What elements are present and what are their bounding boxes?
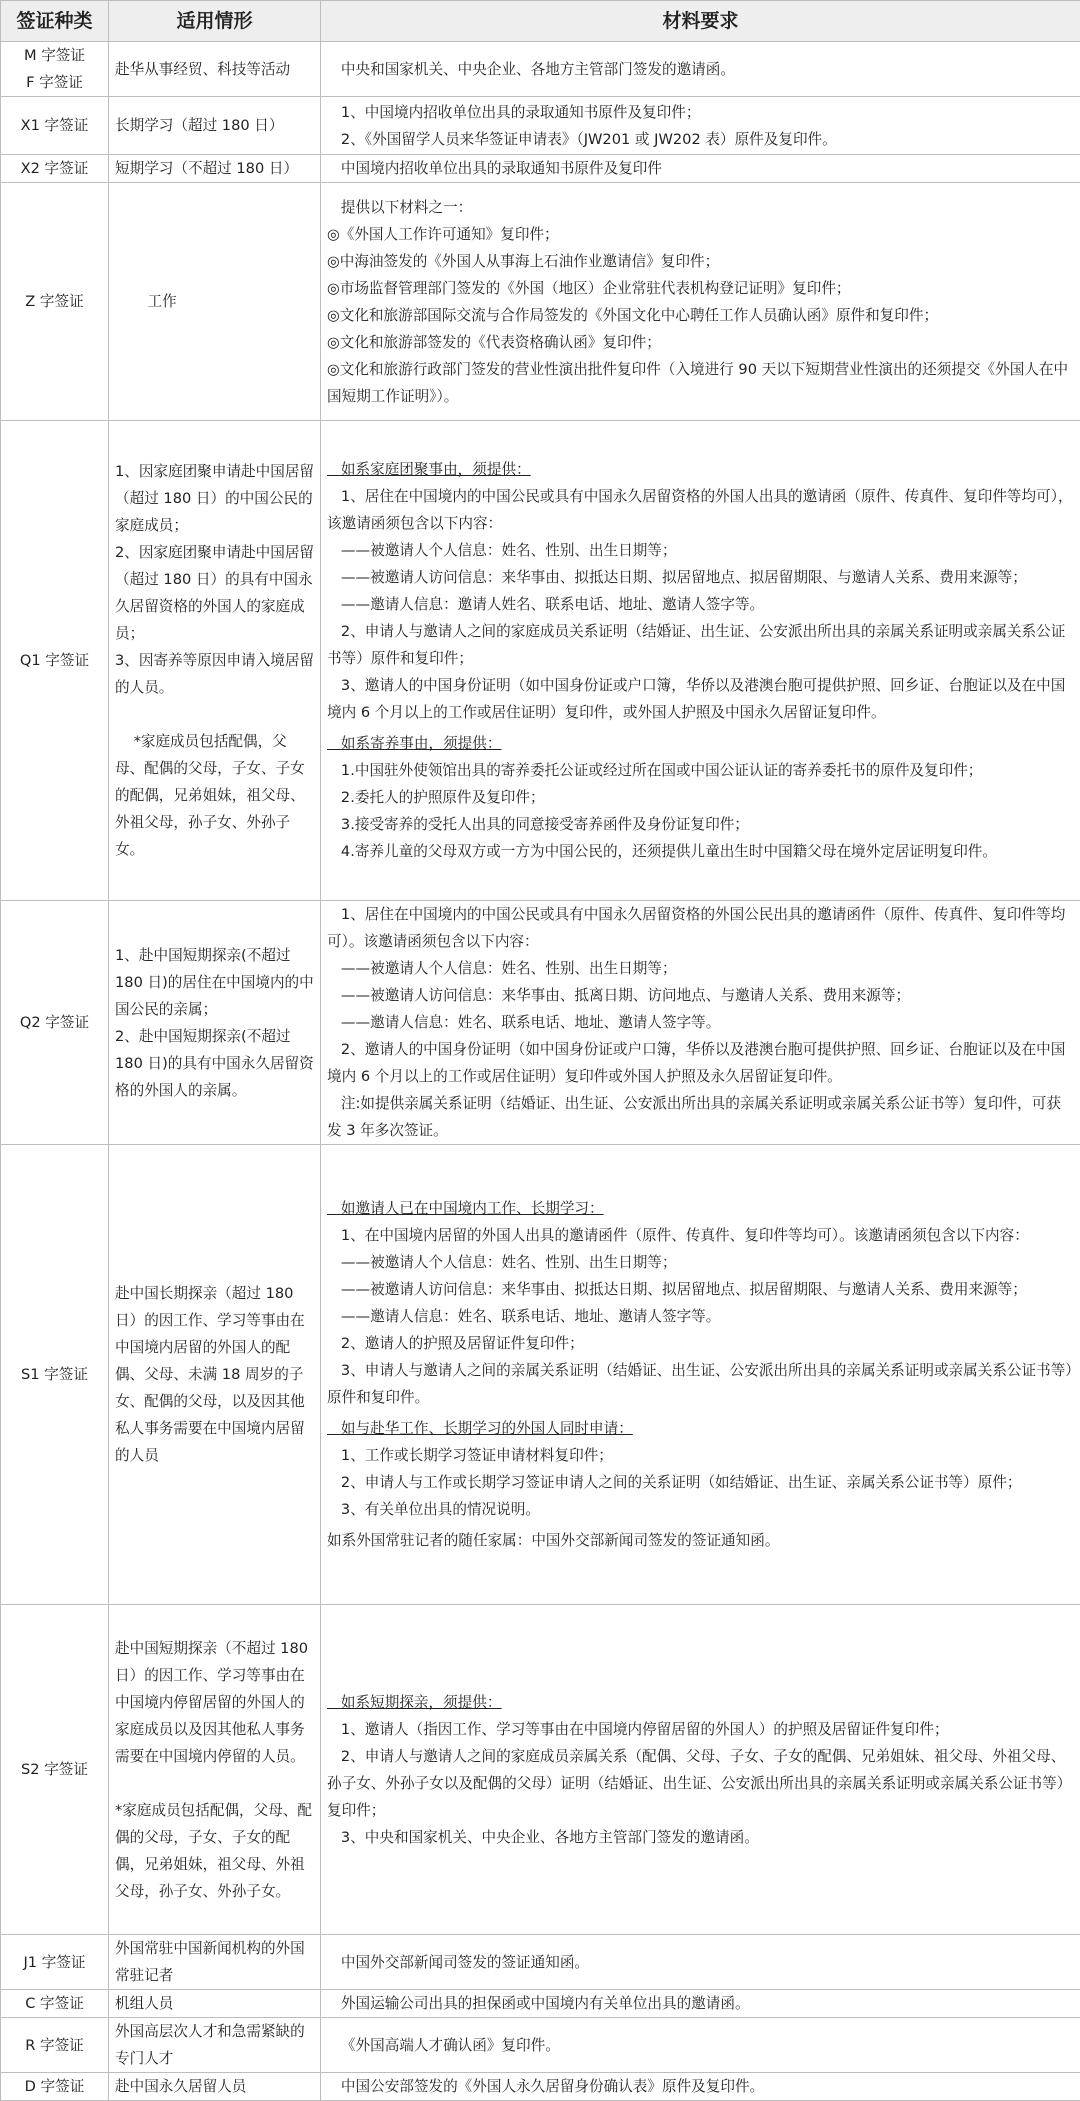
material-line: ——邀请人信息：姓名、联系电话、地址、邀请人签字等。 [327, 1009, 1074, 1036]
material-line: 外国运输公司出具的担保函或中国境内有关单位出具的邀请函。 [327, 1990, 1074, 2017]
table-row [1, 1605, 1080, 1935]
visa-type-cell [1, 1935, 109, 1990]
materials-cell [321, 183, 1080, 421]
materials-cell [321, 155, 1080, 183]
table-row [1, 1145, 1080, 1605]
material-line: 中央和国家机关、中央企业、各地方主管部门签发的邀请函。 [327, 56, 1074, 83]
material-line: 注:如提供亲属关系证明（结婚证、出生证、公安派出所出具的亲属关系证明或亲属关系公证书等）复印件，可获发 3 年多次签证。 [327, 1090, 1074, 1144]
materials-cell [321, 1935, 1080, 1990]
scenario-text: 赴中国永久居留人员 [115, 2073, 314, 2100]
visa-type-cell [1, 97, 109, 155]
visa-type-label: X1 字签证 [7, 112, 102, 139]
scenario-cell [109, 2018, 321, 2073]
visa-type-label: S2 字签证 [7, 1756, 102, 1783]
scenario-text: 1、因家庭团聚申请赴中国居留（超过 180 日）的中国公民的家庭成员； 2、因家庭团聚申请赴中国居留（超过 180 日）的具有中国永久居留资格的外国人的家庭成员； 3、因寄养等原因申请入境居留的人员。 *家庭成员包括配偶，父母、配偶的父母，子女、子女的配偶，兄弟姐妹，祖父母、外祖父母，孙子女、外孙子女。 [115, 458, 314, 863]
materials-cell [321, 1990, 1080, 2018]
visa-type-cell [1, 2073, 109, 2101]
header-scenario: 适用情形 [109, 1, 321, 42]
material-subheading: 如邀请人已在中国境内工作、长期学习： [327, 1195, 1074, 1222]
material-line: 1、居住在中国境内的中国公民或具有中国永久居留资格的外国公民出具的邀请函件（原件、传真件、复印件等均可）。该邀请函须包含以下内容： [327, 901, 1074, 955]
visa-type-cell [1, 1605, 109, 1935]
scenario-cell [109, 183, 321, 421]
visa-type-cell [1, 155, 109, 183]
material-line: 3、中央和国家机关、中央企业、各地方主管部门签发的邀请函。 [327, 1824, 1074, 1851]
scenario-cell [109, 155, 321, 183]
visa-type-label: J1 字签证 [7, 1949, 102, 1976]
visa-type-cell [1, 2018, 109, 2073]
material-line: ——邀请人信息：姓名、联系电话、地址、邀请人签字等。 [327, 1303, 1074, 1330]
material-line: ◎中海油签发的《外国人从事海上石油作业邀请信》复印件； [327, 248, 1074, 275]
material-line: 中国外交部新闻司签发的签证通知函。 [327, 1949, 1074, 1976]
material-subheading: 如系寄养事由，须提供： [327, 730, 1074, 757]
visa-type-cell [1, 901, 109, 1145]
scenario-text: 赴华从事经贸、科技等活动 [115, 56, 314, 83]
material-line: 2.委托人的护照原件及复印件； [327, 784, 1074, 811]
materials-cell [321, 97, 1080, 155]
materials-cell [321, 42, 1080, 97]
materials-cell [321, 421, 1080, 901]
material-line: 1、工作或长期学习签证申请材料复印件； [327, 1442, 1074, 1469]
visa-type-label: Q2 字签证 [7, 1009, 102, 1036]
material-line: 如系外国常驻记者的随任家属：中国外交部新闻司签发的签证通知函。 [327, 1527, 1074, 1554]
table-row [1, 97, 1080, 155]
material-line: ——被邀请人访问信息：来华事由、拟抵达日期、拟居留地点、拟居留期限、与邀请人关系、费用来源等； [327, 1276, 1074, 1303]
table-row [1, 2073, 1080, 2101]
scenario-text: 赴中国长期探亲（超过 180 日）的因工作、学习等事由在中国境内居留的外国人的配偶、父母、未满 18 周岁的子女、配偶的父母，以及因其他私人事务需要在中国境内居留的人员 [115, 1280, 314, 1469]
visa-type-label: S1 字签证 [7, 1361, 102, 1388]
material-line: 2、申请人与邀请人之间的家庭成员关系证明（结婚证、出生证、公安派出所出具的亲属关系证明或亲属关系公证书等）原件和复印件； [327, 618, 1074, 672]
table-row [1, 2018, 1080, 2073]
scenario-cell [109, 1935, 321, 1990]
visa-type-label: R 字签证 [7, 2032, 102, 2059]
visa-type-label: D 字签证 [7, 2073, 102, 2100]
material-line: 3.接受寄养的受托人出具的同意接受寄养函件及身份证复印件； [327, 811, 1074, 838]
material-line: 3、邀请人的中国身份证明（如中国身份证或户口簿，华侨以及港澳台胞可提供护照、回乡证、台胞证以及在中国境内 6 个月以上的工作或居住证明）复印件，或外国人护照及中国永久居留证复印件。 [327, 672, 1074, 726]
visa-type-cell [1, 1990, 109, 2018]
materials-cell [321, 1605, 1080, 1935]
table-row [1, 421, 1080, 901]
scenario-text: 机组人员 [115, 1990, 314, 2017]
table-row [1, 183, 1080, 421]
scenario-cell [109, 421, 321, 901]
material-line: ——被邀请人访问信息：来华事由、抵离日期、访问地点、与邀请人关系、费用来源等； [327, 982, 1074, 1009]
scenario-text: 赴中国短期探亲（不超过 180 日）的因工作、学习等事由在中国境内停留居留的外国人的家庭成员以及因其他私人事务需要在中国境内停留的人员。 *家庭成员包括配偶，父母、配偶的父母，子女、子女的配偶，兄弟姐妹，祖父母、外祖父母，孙子女、外孙子女。 [115, 1635, 314, 1905]
material-line: 3、申请人与邀请人之间的亲属关系证明（结婚证、出生证、公安派出所出具的亲属关系证明或亲属关系公证书等）原件和复印件。 [327, 1357, 1074, 1411]
materials-cell [321, 901, 1080, 1145]
material-line: ◎市场监督管理部门签发的《外国（地区）企业常驻代表机构登记证明》复印件； [327, 275, 1074, 302]
visa-type-cell [1, 1145, 109, 1605]
table-row [1, 1935, 1080, 1990]
material-line: ——被邀请人个人信息：姓名、性别、出生日期等； [327, 537, 1074, 564]
material-line: 《外国高端人才确认函》复印件。 [327, 2032, 1074, 2059]
material-line: 中国境内招收单位出具的录取通知书原件及复印件 [327, 155, 1074, 182]
visa-type-label: C 字签证 [7, 1990, 102, 2017]
scenario-text: 长期学习（超过 180 日） [115, 112, 314, 139]
scenario-cell [109, 1990, 321, 2018]
table-row [1, 901, 1080, 1145]
visa-type-cell [1, 183, 109, 421]
header-visa-type: 签证种类 [1, 1, 109, 42]
scenario-text: 外国常驻中国新闻机构的外国常驻记者 [115, 1935, 314, 1989]
table-body [1, 42, 1080, 2101]
material-line: 1.中国驻外使领馆出具的寄养委托公证或经过所在国或中国公证认证的寄养委托书的原件及复印件； [327, 757, 1074, 784]
table-row [1, 1990, 1080, 2018]
visa-type-label: Z 字签证 [7, 288, 102, 315]
scenario-cell [109, 1145, 321, 1605]
visa-type-label: Q1 字签证 [7, 647, 102, 674]
header-materials: 材料要求 [321, 1, 1080, 42]
material-line: 1、中国境内招收单位出具的录取通知书原件及复印件； [327, 99, 1074, 126]
material-line: ◎文化和旅游部国际交流与合作局签发的《外国文化中心聘任工作人员确认函》原件和复印件； [327, 302, 1074, 329]
visa-type-label: M 字签证 F 字签证 [7, 42, 102, 96]
visa-type-cell [1, 42, 109, 97]
table-header-row [1, 1, 1080, 42]
material-line: 2、申请人与工作或长期学习签证申请人之间的关系证明（如结婚证、出生证、亲属关系公证书等）原件； [327, 1469, 1074, 1496]
material-line: 4.寄养儿童的父母双方或一方为中国公民的，还须提供儿童出生时中国籍父母在境外定居证明复印件。 [327, 838, 1074, 865]
material-line: 2、邀请人的中国身份证明（如中国身份证或户口簿，华侨以及港澳台胞可提供护照、回乡证、台胞证以及在中国境内 6 个月以上的工作或居住证明）复印件或外国人护照及永久居留证复印件。 [327, 1036, 1074, 1090]
table-row [1, 155, 1080, 183]
material-line: ——被邀请人访问信息：来华事由、拟抵达日期、拟居留地点、拟居留期限、与邀请人关系、费用来源等； [327, 564, 1074, 591]
material-subheading: 如系家庭团聚事由，须提供： [327, 456, 1074, 483]
material-subheading: 如与赴华工作、长期学习的外国人同时申请： [327, 1415, 1074, 1442]
scenario-cell [109, 1605, 321, 1935]
material-line: 2、邀请人的护照及居留证件复印件； [327, 1330, 1074, 1357]
material-line: 1、在中国境内居留的外国人出具的邀请函件（原件、传真件、复印件等均可）。该邀请函须包含以下内容： [327, 1222, 1074, 1249]
material-line: ◎文化和旅游行政部门签发的营业性演出批件复印件（入境进行 90 天以下短期营业性演出的还须提交《外国人在中国短期工作证明》）。 [327, 356, 1074, 410]
material-line: ◎文化和旅游部签发的《代表资格确认函》复印件； [327, 329, 1074, 356]
scenario-cell [109, 97, 321, 155]
table-row [1, 42, 1080, 97]
material-line: 2、申请人与邀请人之间的家庭成员亲属关系（配偶、父母、子女、子女的配偶、兄弟姐妹、祖父母、外祖父母、孙子女、外孙子女以及配偶的父母）证明（结婚证、出生证、公安派出所出具的亲属关系证明或亲属关系公证书等）复印件； [327, 1743, 1074, 1824]
material-line: 1、居住在中国境内的中国公民或具有中国永久居留资格的外国人出具的邀请函（原件、传真件、复印件等均可），该邀请函须包含以下内容： [327, 483, 1074, 537]
material-line: ——被邀请人个人信息：姓名、性别、出生日期等； [327, 1249, 1074, 1276]
material-line: 提供以下材料之一： [327, 194, 1074, 221]
materials-cell [321, 2073, 1080, 2101]
material-line: 中国公安部签发的《外国人永久居留身份确认表》原件及复印件。 [327, 2073, 1074, 2100]
material-subheading: 如系短期探亲，须提供： [327, 1689, 1074, 1716]
visa-type-cell [1, 421, 109, 901]
scenario-text: 外国高层次人才和急需紧缺的专门人才 [115, 2018, 314, 2072]
material-line: ——邀请人信息：邀请人姓名、联系电话、地址、邀请人签字等。 [327, 591, 1074, 618]
scenario-cell [109, 2073, 321, 2101]
visa-type-label: X2 字签证 [7, 155, 102, 182]
materials-cell [321, 1145, 1080, 1605]
material-line: ◎《外国人工作许可通知》复印件； [327, 221, 1074, 248]
materials-cell [321, 2018, 1080, 2073]
material-line: 2、《外国留学人员来华签证申请表》（JW201 或 JW202 表）原件及复印件。 [327, 126, 1074, 153]
scenario-text: 1、赴中国短期探亲(不超过 180 日)的居住在中国境内的中国公民的亲属； 2、赴中国短期探亲(不超过 180 日)的具有中国永久居留资格的外国人的亲属。 [115, 942, 314, 1104]
scenario-text: 短期学习（不超过 180 日） [115, 155, 314, 182]
material-line: ——被邀请人个人信息：姓名、性别、出生日期等； [327, 955, 1074, 982]
scenario-cell [109, 42, 321, 97]
material-line: 3、有关单位出具的情况说明。 [327, 1496, 1074, 1523]
scenario-cell [109, 901, 321, 1145]
scenario-text: 工作 [115, 288, 314, 315]
material-line: 1、邀请人（指因工作、学习等事由在中国境内停留居留的外国人）的护照及居留证件复印件； [327, 1716, 1074, 1743]
